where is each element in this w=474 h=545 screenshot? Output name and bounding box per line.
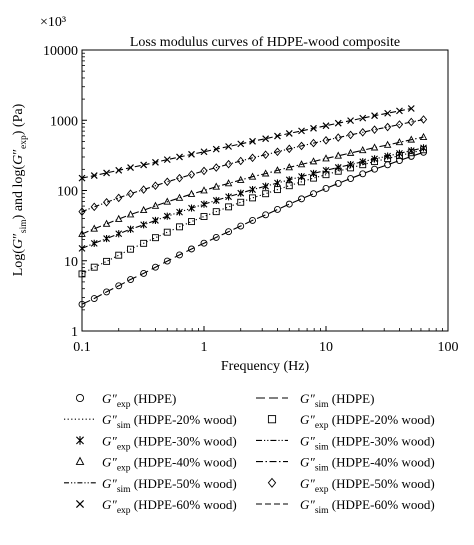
legend-text: (HDPE-30% wood) bbox=[328, 433, 435, 449]
exp-point-star bbox=[141, 221, 147, 228]
exp-point-circle bbox=[286, 201, 292, 207]
legend-subscript: exp bbox=[116, 506, 131, 516]
exp-point-diamond bbox=[164, 178, 170, 185]
legend-text: (HDPE-50% wood) bbox=[328, 475, 435, 491]
exp-point-diamond bbox=[141, 186, 147, 193]
x-axis-ticks bbox=[73, 326, 458, 355]
legend-label bbox=[102, 497, 237, 516]
legend-subscript: exp bbox=[314, 484, 329, 495]
legend-entry bbox=[268, 476, 434, 495]
x-axis-label: Frequency (Hz) bbox=[220, 359, 310, 374]
exp-point-square bbox=[226, 204, 232, 210]
y-axis-label bbox=[11, 103, 29, 276]
legend-subscript: exp bbox=[116, 442, 131, 453]
y-axis-label-part: G bbox=[11, 238, 26, 250]
exp-point-diamond bbox=[91, 203, 97, 210]
legend-label bbox=[102, 476, 237, 495]
legend-text: (HDPE) bbox=[130, 391, 177, 406]
exp-point-circle bbox=[360, 171, 366, 177]
legend-text: (HDPE-40% wood) bbox=[130, 454, 237, 470]
chart-title: Loss modulus curves of HDPE-wood composite bbox=[129, 35, 401, 50]
simulated-lines bbox=[82, 109, 424, 305]
exp-point-circle bbox=[311, 191, 317, 197]
sim-line-triangle bbox=[82, 137, 424, 234]
legend-marker-square bbox=[268, 416, 275, 423]
legend-marker-triangle bbox=[76, 458, 83, 465]
exp-point-circle bbox=[263, 212, 269, 218]
x-tick-label: 100 bbox=[437, 340, 459, 355]
y-axis-label-part: ″ bbox=[11, 148, 26, 155]
legend-marker-circle bbox=[76, 394, 83, 401]
exp-point-square bbox=[104, 258, 110, 264]
exp-point-star bbox=[164, 213, 170, 220]
exp-point-star bbox=[213, 197, 219, 204]
exp-point-circle bbox=[408, 153, 414, 159]
legend-label bbox=[300, 433, 435, 452]
legend-subscript: sim bbox=[314, 506, 329, 516]
y-axis-label-part: exp bbox=[19, 135, 29, 149]
exp-point-circle bbox=[348, 176, 354, 182]
legend-symbol: G″ bbox=[300, 454, 315, 470]
legend-label bbox=[102, 455, 237, 474]
exp-point-square bbox=[164, 229, 170, 235]
legend-label bbox=[102, 391, 176, 410]
legend bbox=[64, 391, 435, 516]
legend-entry bbox=[64, 412, 237, 431]
exp-point-star bbox=[79, 245, 85, 252]
exp-point-triangle bbox=[396, 139, 402, 145]
exp-point-star bbox=[104, 235, 110, 242]
y-tick-label: 100 bbox=[57, 184, 78, 200]
y-axis-label-part: sim bbox=[19, 219, 29, 234]
exp-point-triangle bbox=[152, 203, 158, 209]
legend-symbol: G″ bbox=[300, 497, 315, 512]
legend-symbol: G″ bbox=[102, 454, 117, 470]
legend-entry bbox=[256, 433, 435, 452]
exp-point-star bbox=[226, 193, 232, 200]
legend-subscript: sim bbox=[116, 484, 131, 495]
legend-text: (HDPE-20% wood) bbox=[130, 412, 237, 428]
exp-point-diamond bbox=[104, 199, 110, 206]
legend-subscript: sim bbox=[314, 442, 329, 453]
exp-point-star bbox=[152, 217, 158, 224]
legend-label bbox=[102, 412, 237, 431]
legend-text: (HDPE-50% wood) bbox=[130, 475, 237, 491]
sim-line-square bbox=[82, 150, 424, 274]
legend-text: (HDPE-40% wood) bbox=[328, 454, 435, 470]
exp-point-square bbox=[238, 199, 244, 205]
y-tick-label: 10 bbox=[64, 254, 78, 270]
exp-point-star bbox=[177, 208, 183, 215]
exp-point-circle bbox=[274, 206, 280, 212]
legend-symbol: G″ bbox=[300, 391, 315, 406]
exp-point-star bbox=[189, 204, 195, 211]
legend-label bbox=[102, 433, 237, 452]
legend-symbol: G″ bbox=[300, 433, 315, 449]
y-tick-label: 10000 bbox=[43, 44, 78, 59]
x-tick-label: 10 bbox=[319, 340, 333, 355]
exp-point-star bbox=[299, 173, 305, 180]
exp-point-star bbox=[250, 186, 256, 193]
legend-text: (HDPE-60% wood) bbox=[328, 497, 435, 512]
y-axis-multiplier: ×10³ bbox=[40, 15, 67, 30]
legend-text: (HDPE-30% wood) bbox=[130, 433, 237, 449]
legend-entry bbox=[256, 497, 435, 516]
exp-point-star bbox=[116, 230, 122, 237]
exp-point-star bbox=[274, 179, 280, 186]
y-axis-ticks bbox=[43, 44, 87, 340]
legend-marker-x bbox=[76, 500, 83, 507]
exp-point-star bbox=[91, 240, 97, 247]
exp-point-square bbox=[116, 252, 122, 258]
legend-subscript: exp bbox=[314, 421, 329, 432]
y-axis-label-part: G bbox=[11, 154, 26, 165]
legend-marker-star bbox=[76, 436, 83, 445]
experimental-markers bbox=[79, 105, 427, 307]
exp-point-square bbox=[286, 183, 292, 189]
exp-point-star bbox=[201, 201, 207, 208]
x-tick-label: 0.1 bbox=[73, 340, 91, 355]
legend-subscript: exp bbox=[116, 400, 131, 410]
exp-point-diamond bbox=[116, 194, 122, 201]
exp-point-circle bbox=[385, 162, 391, 168]
y-tick-label: 1 bbox=[71, 325, 78, 340]
exp-point-square bbox=[250, 195, 256, 201]
x-tick-label: 1 bbox=[200, 340, 208, 355]
legend-symbol: G″ bbox=[102, 391, 117, 406]
exp-point-square bbox=[152, 235, 158, 241]
legend-entry bbox=[76, 455, 236, 474]
exp-point-circle bbox=[323, 185, 329, 191]
exp-point-circle bbox=[335, 180, 341, 186]
exp-point-star bbox=[238, 190, 244, 197]
legend-symbol: G″ bbox=[102, 412, 117, 428]
y-axis-label-part: ) and log( bbox=[11, 164, 26, 220]
y-axis-label-part: ) (Pa) bbox=[11, 103, 26, 136]
legend-label bbox=[300, 412, 435, 431]
exp-point-diamond bbox=[189, 171, 195, 178]
exp-point-square bbox=[263, 191, 269, 197]
y-tick-label: 1000 bbox=[50, 114, 78, 130]
legend-text: (HDPE-20% wood) bbox=[328, 412, 435, 428]
legend-subscript: sim bbox=[314, 463, 329, 474]
legend-subscript: sim bbox=[314, 400, 329, 410]
exp-point-diamond bbox=[177, 175, 183, 182]
legend-symbol: G″ bbox=[300, 475, 315, 491]
legend-entry bbox=[64, 476, 237, 495]
exp-point-diamond bbox=[128, 190, 134, 197]
legend-subscript: exp bbox=[116, 463, 131, 474]
exp-point-star bbox=[323, 167, 329, 174]
legend-entry bbox=[256, 391, 374, 410]
legend-entry bbox=[76, 391, 176, 410]
legend-symbol: G″ bbox=[102, 475, 117, 491]
exp-point-square bbox=[189, 219, 195, 225]
legend-text: (HDPE-60% wood) bbox=[130, 497, 237, 512]
exp-point-square bbox=[91, 264, 97, 270]
y-axis-label-part: ″ bbox=[11, 233, 26, 239]
exp-point-star bbox=[128, 226, 134, 233]
legend-text: (HDPE) bbox=[328, 391, 375, 406]
legend-entry bbox=[256, 455, 435, 474]
exp-point-circle bbox=[299, 196, 305, 202]
legend-label bbox=[300, 391, 374, 410]
legend-entry bbox=[76, 433, 236, 452]
legend-label bbox=[300, 497, 435, 516]
exp-point-triangle bbox=[348, 150, 354, 156]
legend-symbol: G″ bbox=[102, 433, 117, 449]
exp-point-circle bbox=[372, 166, 378, 172]
legend-entry bbox=[76, 497, 236, 516]
sim-line-star bbox=[82, 148, 424, 249]
y-axis-label-part: Log( bbox=[11, 249, 26, 277]
exp-point-square bbox=[201, 214, 207, 220]
exp-point-triangle bbox=[421, 134, 427, 140]
legend-subscript: sim bbox=[116, 421, 131, 432]
legend-entry bbox=[268, 412, 434, 431]
legend-marker-diamond bbox=[268, 478, 275, 487]
legend-label bbox=[300, 455, 435, 474]
legend-label bbox=[300, 476, 435, 495]
legend-symbol: G″ bbox=[300, 412, 315, 428]
exp-point-diamond bbox=[226, 161, 232, 168]
legend-symbol: G″ bbox=[102, 497, 117, 512]
